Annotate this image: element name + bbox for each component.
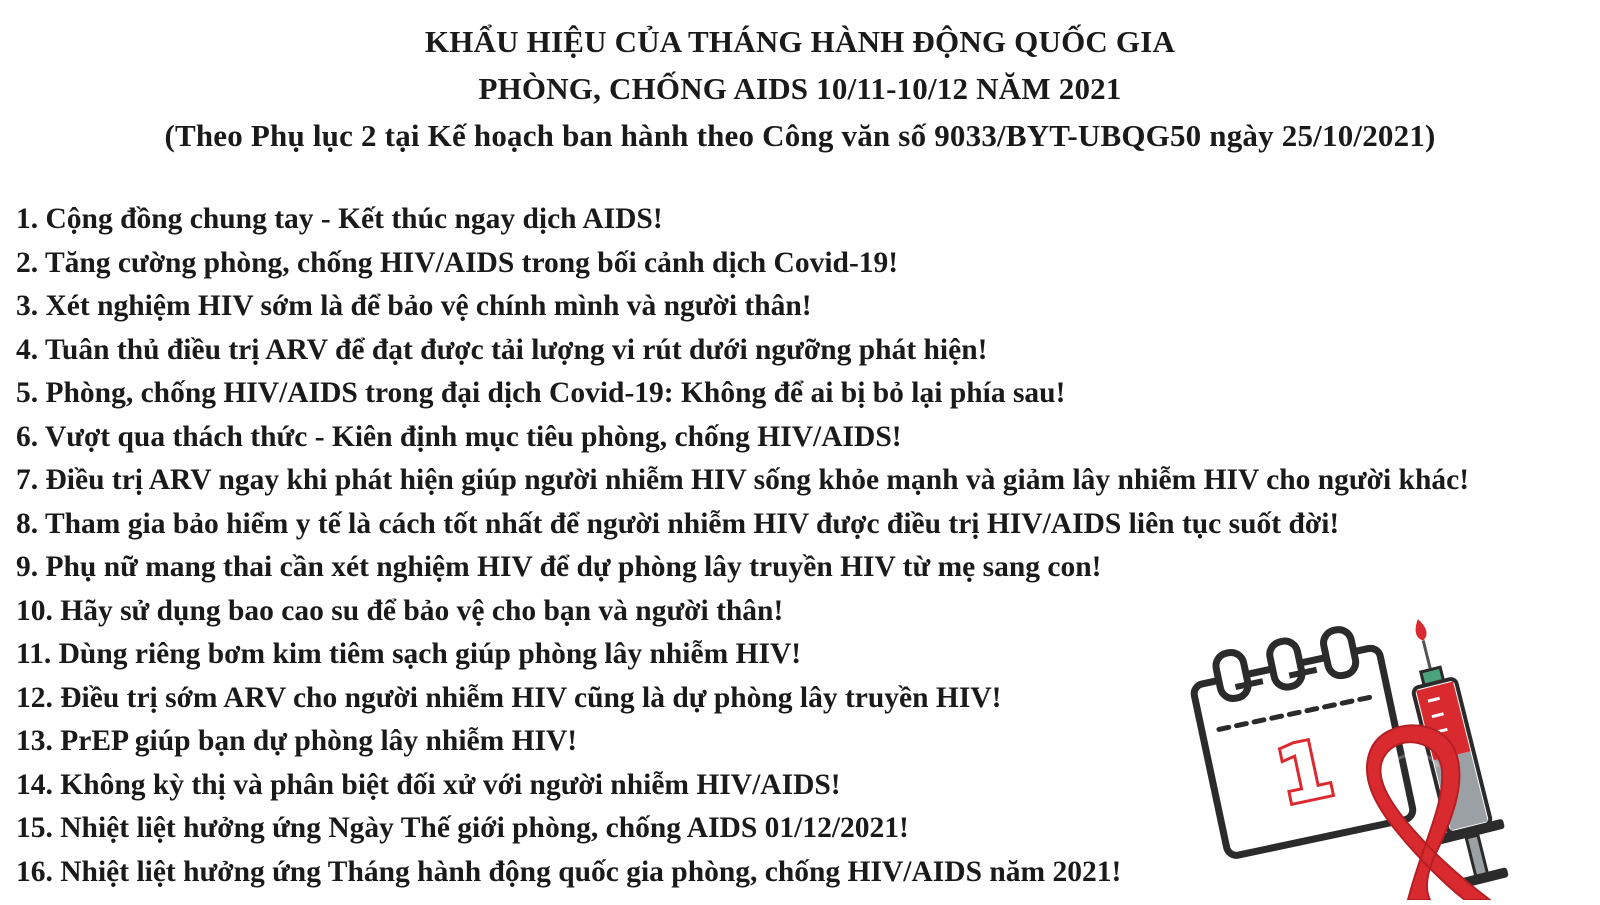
slogan-item: 11. Dùng riêng bơm kim tiêm sạch giúp phòng lây nhiễm HIV! bbox=[16, 638, 802, 670]
document-header bbox=[0, 18, 1600, 159]
slogan-item: 4. Tuân thủ điều trị ARV để đạt được tải lượng vi rút dưới ngưỡng phát hiện! bbox=[16, 333, 988, 366]
slogan-item: 5. Phòng, chống HIV/AIDS trong đại dịch Covid-19: Không để ai bị bỏ lại phía sau! bbox=[16, 377, 1066, 409]
slogan-item: 14. Không kỳ thị và phân biệt đối xử với người nhiễm HIV/AIDS! bbox=[16, 768, 841, 801]
slogan-item: 16. Nhiệt liệt hưởng ứng Tháng hành động quốc gia phòng, chống HIV/AIDS năm 2021! bbox=[16, 855, 1122, 888]
slogan-item: 1. Cộng đồng chung tay - Kết thúc ngay dịch AIDS! bbox=[16, 203, 663, 235]
slogan-item: 6. Vượt qua thách thức - Kiên định mục tiêu phòng, chống HIV/AIDS! bbox=[16, 420, 902, 453]
slogan-item: 8. Tham gia bảo hiểm y tế là cách tốt nhất để người nhiễm HIV được điều trị HIV/AIDS liên tục suốt đời! bbox=[16, 507, 1340, 540]
slogan-item: 12. Điều trị sớm ARV cho người nhiễm HIV cũng là dự phòng lây truyền HIV! bbox=[16, 681, 1002, 714]
calendar-day-number: 1 bbox=[1269, 723, 1341, 824]
slogan-item: 2. Tăng cường phòng, chống HIV/AIDS trong bối cảnh dịch Covid-19! bbox=[16, 246, 899, 279]
page-title-line-1: KHẨU HIỆU CỦA THÁNG HÀNH ĐỘNG QUỐC GIA bbox=[424, 24, 1176, 59]
aids-day-illustration bbox=[1190, 605, 1590, 900]
slogan-item: 9. Phụ nữ mang thai cần xét nghiệm HIV để dự phòng lây truyền HIV từ mẹ sang con! bbox=[16, 551, 1102, 583]
slogan-item: 15. Nhiệt liệt hưởng ứng Ngày Thế giới phòng, chống AIDS 01/12/2021! bbox=[16, 812, 909, 844]
page-subtitle: (Theo Phụ lục 2 tại Kế hoạch ban hành theo Công văn số 9033/BYT-UBQG50 ngày 25/10/2021) bbox=[164, 118, 1436, 153]
slogan-item: 13. PrEP giúp bạn dự phòng lây nhiễm HIV! bbox=[16, 725, 578, 757]
slogan-item: 7. Điều trị ARV ngay khi phát hiện giúp người nhiễm HIV sống khỏe mạnh và giảm lây nhiễm HIV cho người khác! bbox=[16, 464, 1470, 496]
page-title-line-2: PHÒNG, CHỐNG AIDS 10/11-10/12 NĂM 2021 bbox=[478, 71, 1122, 106]
slogan-item: 3. Xét nghiệm HIV sớm là để bảo vệ chính mình và người thân! bbox=[16, 290, 812, 322]
slogan-item: 10. Hãy sử dụng bao cao su để bảo vệ cho bạn và người thân! bbox=[16, 594, 784, 627]
